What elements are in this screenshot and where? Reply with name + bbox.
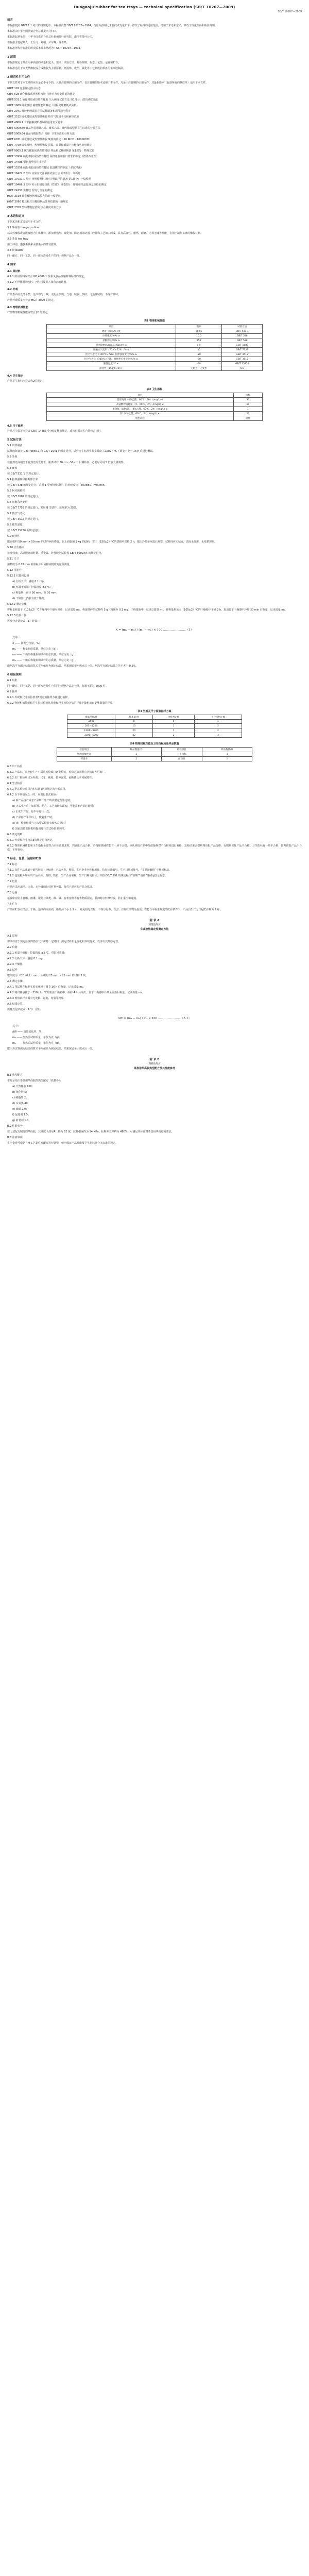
table-row	[47, 412, 263, 416]
paragraph: 本标准主要起草人：王岳飞、刘栩、尹军峰、许勇泉。	[7, 41, 70, 44]
paragraph: e) 硫磺 2.0；	[12, 1108, 29, 1111]
section-2-body	[7, 81, 302, 210]
table-header-cell: 试验方法	[222, 325, 263, 329]
annex-a-name: 华高胶热稳定性测定方法	[140, 928, 169, 931]
table-2	[46, 393, 263, 421]
paragraph: GB/T 3512 硫化橡胶或热塑性橡胶 热空气加速老化和耐热试验	[7, 115, 79, 118]
table-cell: 扯断伸长率/% ≥	[47, 338, 176, 343]
paragraph: GB/T 13934 硫化橡胶或热塑性橡胶 屈挠龟裂和裂口增长的测定（德墨西亚型）	[7, 155, 99, 158]
paragraph: GB/T 9865.1 硫化橡胶或热塑性橡胶 样品和试样的制备 第1部分：物理试验	[7, 149, 95, 152]
section-4-heading: 4 要求	[7, 263, 16, 266]
table-cell: 10.0	[176, 334, 222, 338]
paragraph: 按 GB/T 531.1 的规定进行。	[7, 472, 42, 476]
table-1	[46, 324, 263, 371]
paragraph: m₃ —— 加热前试样质量，单位为克（g）；	[12, 1036, 62, 1039]
paragraph: 取厚度为（2.0±0.2）mm、面积约 25 mm × 25 mm 的试样 3 块。	[7, 974, 89, 977]
paragraph: A.5 结果计算	[7, 1003, 23, 1006]
table-header-row	[67, 715, 242, 720]
annex-a-title: 附 录 A	[149, 919, 160, 922]
paragraph: 按 GB/T 15256 的规定进行。	[7, 529, 42, 532]
table-row	[47, 366, 263, 371]
paragraph: GB/T 528 硫化橡胶或热塑性橡胶 拉伸应力应变性能的测定	[7, 93, 75, 96]
paragraph: 质量变化率按式（A.1）计算：	[7, 1008, 43, 1011]
table-cell: 13	[115, 724, 153, 728]
table-cell: 2	[111, 757, 161, 761]
paragraph: 按 GB/T 3512 的规定进行。	[7, 518, 41, 521]
paragraph: GB/T 4806.1 食品接触材料及制品通用安全要求	[7, 121, 63, 124]
paragraph: 按 GB/T 7759 的规定进行，采用 B 型试样，压缩率为 25%。	[7, 506, 79, 510]
table-cell: GB/T 528	[222, 334, 263, 338]
paragraph: 产品卫生指标应符合表2的规定。	[7, 380, 45, 383]
paragraph: GB/T 19466.3 塑料 差示扫描量热法（DSC） 第3部分：熔融和结晶温度及热焓的测定	[7, 183, 107, 187]
paragraph: 用精度为 0.02 mm 的游标卡尺或相应精度的量具测量。	[7, 563, 72, 566]
table-row	[47, 402, 263, 407]
table-cell: 压缩永久变形（70℃×22h）/% ≤	[47, 348, 176, 352]
annex-b-name: 茶盘用华高胶典型配方及其性能参考	[133, 1067, 175, 1070]
table-cell: 1201～3200	[67, 728, 115, 733]
annex-b-note: （资料性附录）	[146, 1063, 163, 1065]
paragraph: A.4.3 观察试样表面有无发粘、起泡、龟裂等现象。	[7, 997, 66, 1000]
table-header-cell: 样品数量/件	[202, 748, 252, 752]
paragraph: 5.5 阿克隆磨耗	[7, 489, 25, 493]
table-row	[47, 334, 263, 338]
paragraph: 6.4 型式检验	[7, 782, 23, 785]
paragraph: b) 正式生产后，如原料、配方、工艺有较大改变，可能影响产品性能时；	[12, 805, 96, 808]
table-cell: 耐热性	[161, 757, 202, 761]
paragraph: 7.2 包装	[7, 880, 18, 883]
paragraph: A.2.2 分析天平：感量 0.1 mg；	[7, 957, 45, 960]
paragraph: 产品应贮存在清洁、干燥、通风的库房内，距热源不小于 1 m，避免阳光直射，不得与有毒、有害、有异味的物品混放。在符合本标准规定的贮存条件下，产品自生产之日起贮存期为 2 年。	[7, 908, 222, 911]
section-5-heading: 5 试验方法	[7, 438, 22, 442]
table-cell: 2	[194, 724, 242, 728]
table-2-caption: 表2 卫生指标	[146, 388, 163, 391]
table-cell: 卫生指标	[161, 752, 202, 757]
paragraph: 按上述配方制得的华高胶，其硬度（邵尔A）约为 62 度，拉伸强度约为 14 MPa，扯断伸长率约为 480%，可满足本标准对茶盘用华高胶的要求。	[7, 1130, 174, 1133]
paragraph: 产品外观质量应符合 HG/T 3090 的规定。	[7, 299, 56, 302]
paragraph: d) 产品停产半年以上，恢复生产时；	[12, 816, 55, 819]
paragraph: 6.5.2 物理机械性能和卫生指标全部符合本标准要求时，判该批产品合格。若物理机械性能有一项不合格，应从同批产品中加倍抽样对不合格项进行复检，复检结果合格则判该批产品合格，否则判该批产品不合格。卫生指标有一项不合格，即判该批产品不合格，不得复检。	[7, 844, 302, 852]
table-row	[47, 357, 263, 362]
table-header-row	[47, 325, 263, 329]
section-2-heading: 2 规范性引用文件	[7, 76, 30, 79]
paragraph: 6.1 组批	[7, 679, 18, 682]
paragraph: 本附录给出茶盘用华高胶的典型配方（质量份）：	[7, 1079, 63, 1082]
paragraph: 3.1 华高胶 huagao rubber	[7, 226, 40, 229]
paragraph: 5.12 挥发分	[7, 569, 22, 572]
table-cell: GB/T 528	[222, 338, 263, 343]
paragraph: 5.2 外观	[7, 455, 18, 459]
paragraph: HG/T 3090 模压和压出橡胶制品外观质量的一般规定	[7, 200, 68, 204]
table-cell: 1	[153, 724, 195, 728]
table-header-cell: 指标	[233, 393, 262, 398]
table-cell: ≤500	[67, 720, 115, 724]
paragraph: GB/T 5009.64 食品用橡胶垫片（圈）卫生标准的分析方法	[7, 132, 75, 135]
table-cell: GB/T 3512	[222, 357, 263, 362]
paragraph: GB/T 5009.60 食品包装用聚乙烯、聚苯乙烯、聚丙烯成型品卫生标准的分析方法	[7, 127, 100, 130]
paragraph: A.4.1 将试样在标准实验室环境下调节 16 h 后称量，记录质量 m₃。	[7, 986, 86, 989]
paragraph: c) 硬脂酸 2；	[12, 1096, 29, 1099]
table-cell: 8	[115, 720, 153, 724]
paragraph: A.2.3 干燥器。	[7, 963, 25, 966]
paragraph: 式中：	[12, 636, 21, 639]
clause-4-4-heading: 4.4 卫生指标	[7, 375, 23, 378]
paragraph: 同一配方、同一工艺、同一班次连续生产的同一规格产品为一批。	[7, 255, 82, 258]
table-header-cell: 合格判定数	[153, 715, 195, 720]
table-header-cell: 批量范围/件	[67, 715, 115, 720]
paragraph: GB/T 17037.1 塑料 热塑性塑料材料注塑试样的制备 第1部分：一般原理	[7, 178, 91, 181]
table-cell: 1	[233, 407, 262, 412]
paragraph: 取两次平行测定结果的算术平均值作为测定结果，结果保留至小数点后一位。两次平行测定结果之差不大于 0.2%。	[7, 665, 139, 668]
table-cell: 挥发分	[57, 757, 112, 761]
paragraph: A.2.1 恒温干燥箱：控温精度 ±2 ℃，带鼓风装置；	[7, 952, 67, 955]
table-row	[47, 407, 263, 412]
table-cell: 耐热性（150℃×2h）	[47, 366, 176, 371]
table-header-cell: 项目	[47, 393, 234, 398]
paragraph: GB/T 191 包装储运图示标志	[7, 87, 41, 90]
clause-4-5-body	[7, 429, 302, 433]
paragraph: QB/T 2358 塑料薄膜包装袋 热合强度试验方法	[7, 206, 61, 209]
section-6-heading: 6 检验规则	[7, 673, 22, 676]
table-header-cell: 检验项目	[161, 748, 202, 752]
paragraph: 下列术语和定义适用于本文件。	[7, 221, 44, 224]
formula-a1: ΔW = (m₄ − m₃) / m₃ × 100 ……………………（A.1）	[117, 1017, 192, 1020]
paragraph: m₂ —— 干燥后称量瓶和试样的总质量，单位为克（g）。	[12, 659, 77, 662]
table-header-cell: 不合格判定数	[194, 715, 242, 720]
formula-1-where	[7, 636, 302, 668]
table-header-row	[57, 748, 252, 752]
paragraph: GB/T 24131 生橡胶 挥发分含量的测定	[7, 189, 53, 192]
paragraph: 7.4 贮存	[7, 903, 18, 906]
paragraph: c) 称量瓶：直径 50 mm，高 30 mm；	[12, 591, 59, 595]
paragraph: 6.2.1 外观和尺寸检验按表3规定的抽样方案进行抽样。	[7, 696, 71, 699]
paragraph: 6.2 抽样	[7, 690, 18, 693]
clause-4-4-body	[7, 379, 302, 383]
paragraph: 7.3 运输	[7, 891, 18, 894]
table-cell: 2	[194, 728, 242, 733]
paragraph: e) 出厂检验结果与上次型式检验有较大差异时；	[12, 822, 67, 825]
annex-b-body	[7, 1073, 302, 1145]
table-cell: 蒸发残渣（4%乙酸，60℃，2h）/(mg/L) ≤	[47, 398, 234, 402]
paragraph: A.4.2 将试样悬挂于（150±2）℃的恒温干燥箱中，保持 4 h 后取出，置于干燥器中冷却至室温后称量，记录质量 m₄。	[7, 991, 145, 994]
table-row	[57, 752, 252, 757]
paragraph: 本标准起草单位：中华全国供销合作总社杭州茶叶研究院、浙江省茶叶公司。	[7, 36, 95, 39]
table-cell: 无粘连、无变形	[176, 366, 222, 371]
table-cell: GB/T 3512	[222, 352, 263, 357]
paragraph: 运输中应防止日晒、雨淋，避免与油类、酸、碱、有机溶剂等有害物质混运，装卸时应轻拿轻放，防止重压和碰撞。	[7, 897, 139, 900]
paragraph: A.3 试样	[7, 969, 18, 972]
table-cell: 物理机械性能	[57, 752, 112, 757]
table-cell: 0	[153, 720, 195, 724]
paragraph: 6.4.1 型式检验项目为本标准第4章规定的全部项目。	[7, 788, 68, 791]
table-1-caption: 表1 物理机械性能	[144, 319, 165, 323]
clause-4-2-heading: 4.2 外观	[7, 288, 18, 291]
annex-b-title: 附 录 B	[149, 1058, 160, 1061]
paragraph: X —— 挥发分含量，%；	[12, 642, 42, 645]
paragraph: 本标准适用于以天然橡胶或合成橡胶为主要原料，经混炼、成型、硫化等工艺制成的茶盘用华高胶制品。	[7, 67, 126, 70]
paragraph: 6.5 判定规则	[7, 833, 23, 836]
section-3-body	[7, 220, 302, 258]
paragraph: 6.2.2 物理机械性能和卫生指标检验从外观和尺寸检验合格的样品中随机抽取足够数量的样品。	[7, 702, 115, 705]
paragraph: 按 GB/T 528 的规定进行，采用 1 型哑铃状试样，拉伸速度为（500±50）mm/min。	[7, 484, 107, 487]
paragraph: 本标准所代替标准的历次版本发布情况为：SB/T 10207—1994。	[7, 47, 83, 50]
paragraph: 5.6 压缩永久变形	[7, 501, 28, 504]
paragraph: GB/T 14486 塑料模塑件尺寸公差	[7, 161, 47, 164]
paragraph: f) 促进剂 1.5；	[12, 1113, 30, 1116]
paragraph: GB/T 1689 硫化橡胶 耐磨性能的测定（用阿克隆磨耗试验机）	[7, 104, 79, 107]
table-row	[47, 416, 263, 421]
paragraph: 用于冲泡、盛放茶具和承接茶水的盘状器具。	[7, 243, 59, 246]
table-row	[57, 757, 252, 761]
paragraph: 产品表面应光滑平整，色泽均匀一致，无明显杂质、气泡、缺胶、裂纹、飞边等缺陷，不得有异味。	[7, 293, 121, 296]
table-cell: 重金属（以Pb计）（4%乙酸，60℃，2h）/(mg/L) ≤	[47, 407, 234, 412]
paragraph: 7.1.1 每件产品或最小销售包装上应标明：产品名称、规格、生产企业名称和地址、执行标准编号、生产日期或批号、“食品接触用”字样或标志。	[7, 869, 172, 872]
paragraph: A.4 测定步骤	[7, 980, 23, 983]
section-6-continued-body	[7, 765, 302, 852]
table-header-cell: 检验项目	[57, 748, 112, 752]
section-3-heading: 3 术语和定义	[7, 215, 25, 218]
paragraph: 4.1.2 不得使用回收料、再生料及对人体有害的助剂。	[7, 281, 69, 284]
paragraph: m₀ —— 称量瓶的质量，单位为克（g）；	[12, 648, 59, 651]
paragraph: ΔW —— 质量变化率，%；	[12, 1030, 44, 1033]
paragraph: 4.1.1 所用原料应符合 GB 4806.1 及相关食品接触材料标准的规定。	[7, 275, 87, 278]
paragraph: 3.3 批 batch	[7, 249, 23, 252]
paragraph: 按 GB/T 1689 的规定进行。	[7, 495, 41, 498]
table-cell: 30	[176, 348, 222, 352]
standard-code: SB/T 10207—2009	[278, 10, 302, 13]
table-cell: -20	[176, 352, 222, 357]
table-cell: 1	[194, 720, 242, 724]
table-cell: 501～1200	[67, 724, 115, 728]
paragraph: HG/T 2198 硫化橡胶物理试验方法的一般要求	[7, 195, 61, 198]
paragraph: 挥发分含量按式（1）计算：	[7, 620, 40, 623]
document-title: Huagaoju rubber for tea trays — technical specification (SB/T 10207—2009)	[74, 5, 235, 9]
table-cell: 脆性温度/℃ ≤	[47, 362, 176, 366]
paragraph: 5.10 卫生指标	[7, 546, 24, 549]
paragraph: 本标准规定了茶盘用华高胶的术语和定义、要求、试验方法、检验规则、标志、包装、运输和贮存。	[7, 61, 121, 64]
paragraph: 产品物理机械性能应符合表1的规定。	[7, 311, 50, 314]
paragraph: B.1 典型配方	[7, 1074, 23, 1077]
paragraph: 以天然橡胶或合成橡胶为主体材料，添加补强剂、硫化剂、防老剂等助剂，经特殊工艺加工而成，具有高弹性、耐热、耐磨、无毒无味等性能，专用于制作茶盘的橡胶材料。	[7, 232, 203, 235]
paragraph: 本标准由中华全国供销合作总社提出并归口。	[7, 30, 59, 33]
table-cell: -30	[176, 357, 222, 362]
paragraph: 同一配方、同一工艺、同一班次连续生产的同一规格产品为一批，每批不超过 5000 件。	[7, 685, 108, 688]
paragraph: c) 正常生产时，每半年进行一次；	[12, 810, 52, 814]
paragraph: 下列文件对于本文件的应用是必不可少的。凡是注日期的引用文件，仅注日期的版本适用于本文件。凡是不注日期的引用文件，其最新版本（包括所有的修改单）适用于本文件。	[7, 81, 209, 84]
paragraph: 在自然光或相当于自然光的光源下，距离试样 30 cm～50 cm 目测检查，必要时可用 5 倍放大镜观察。	[7, 461, 126, 464]
table-cell: 2	[202, 757, 252, 761]
clause-4-1-body	[7, 275, 302, 284]
paragraph: 5.1 试样制备	[7, 444, 23, 447]
paragraph: 产品尺寸偏差应符合 GB/T 14486 中 MT5 级的规定，或按供需双方合同约定执行。	[7, 430, 104, 433]
table-cell: 拉伸强度/MPa ≥	[47, 334, 176, 338]
paragraph: A.2 仪器	[7, 946, 18, 949]
clause-4-3-heading: 4.3 物理机械性能	[7, 306, 28, 309]
table-header-cell: 项目	[47, 325, 176, 329]
clause-4-5-heading: 4.5 尺寸偏差	[7, 425, 23, 428]
table-cell: 350	[176, 338, 222, 343]
table-cell: 3	[111, 752, 161, 757]
table-header-cell: 指标	[176, 325, 222, 329]
paragraph: d) 白炭黑 40；	[12, 1102, 30, 1105]
paragraph: f) 国家质量监督机构提出进行型式检验要求时。	[12, 827, 67, 831]
table-row	[67, 720, 242, 724]
table-row	[67, 724, 242, 728]
paragraph: m₁ —— 干燥前称量瓶和试样的总质量，单位为克（g）；	[12, 653, 77, 656]
section-7-body	[7, 862, 302, 912]
table-cell: -40	[176, 362, 222, 366]
table-cell: 高锰酸钾消耗量（水，60℃，2h）/(mg/L) ≤	[47, 402, 234, 407]
table-row	[47, 348, 263, 352]
paragraph: 7.1 标志	[7, 863, 18, 866]
clause-4-1-heading: 4.1 原材料	[7, 270, 21, 273]
annex-a-body	[7, 934, 302, 1012]
section-6-body	[7, 679, 302, 705]
table-cell: 阿克隆磨耗/(cm³/1.61km) ≤	[47, 343, 176, 348]
paragraph: 6.3 出厂检验	[7, 765, 23, 768]
paragraph: 将称量瓶置于（105±2）℃干燥箱中干燥至恒重，记录质量 m₀。称取剪碎的试样约 5 g（精确至 0.1 mg）于称量瓶中，记录总质量 m₁。将称量瓶放入（105±2）℃的干燥箱中干燥 2 h，取出置于干燥器中冷却 30 min 后称量，记录质量 m₂。	[7, 608, 288, 612]
paragraph: 取三块试样测定结果的算术平均值作为测定结果，结果保留至小数点后一位。	[7, 1047, 95, 1050]
paragraph: 5.8 脆性温度	[7, 523, 23, 527]
paragraph: b) 氧化锌 5；	[12, 1091, 29, 1094]
paragraph: 6.3.1 产品出厂前应经生产厂质量检验部门逐批检验，检验合格并附有合格证方可出厂。	[7, 771, 108, 774]
section-1-body	[7, 61, 302, 71]
paragraph: GB/T 6031 硫化橡胶或热塑性橡胶 硬度的测定（10 IRHD～100 IRHD）	[7, 138, 92, 141]
paragraph: B.3 注意事项	[7, 1136, 23, 1139]
paragraph: GB/T 7759 硫化橡胶、热塑性橡胶 常温、高温和低温下压缩永久变形测定	[7, 144, 92, 147]
table-cell: 脱色试验	[47, 416, 234, 421]
table-cell: GB/T 15256	[222, 362, 263, 366]
section-7-heading: 7 标志、包装、运输和贮存	[7, 857, 42, 860]
paragraph: 5.3 硬度	[7, 467, 18, 470]
paragraph: 5.11 尺寸	[7, 557, 19, 561]
paragraph: 6.5.1 外观和尺寸按表3的规定进行判定。	[7, 839, 55, 842]
table-4-caption: 表4 物理机械性能及卫生指标检验样品数量	[130, 742, 179, 745]
paragraph: 将试样置于规定温度的热空气中保持一定时间，测定试样质量变化和外观变化，以评价其热稳定性。	[7, 940, 121, 943]
table-row	[67, 733, 242, 738]
table-4	[57, 747, 252, 761]
clause-4-3-body	[7, 311, 302, 315]
table-3	[67, 715, 242, 738]
table-cell: 6.5	[222, 366, 263, 371]
table-cell: 30	[233, 398, 262, 402]
table-cell: 阴性	[233, 416, 262, 421]
paragraph: 5.7 热空气老化	[7, 512, 25, 515]
paragraph: g) 防老剂 1.0。	[12, 1119, 31, 1122]
paragraph: 本标准按照 GB/T 1.1 给出的规则起草。本标准代替 SB/T 10207—1994，与原标准相比主要技术变化如下：修改了标准的适用范围，增加了术语和定义，修改了理化指标和检验规则。	[7, 24, 217, 27]
table-row	[47, 343, 263, 348]
annex-a-note: （规范性附录）	[146, 924, 163, 926]
table-cell: 60±5	[176, 329, 222, 334]
table-cell: 0.5	[176, 343, 222, 348]
paragraph: B.2 性能参考	[7, 1125, 23, 1128]
table-header-cell: 样品数量/件	[111, 748, 161, 752]
paragraph: 生产企业可根据自身工艺条件对配方进行调整，但应保证产品性能及卫生指标符合本标准的规定。	[7, 1142, 118, 1145]
paragraph: 取面积约 50 mm × 50 mm 的试样两块叠放，在上面施加 1 kg 的砝码，置于（150±2）℃的烘箱中保持 2 h，取出冷却至室温后观察，试样间应无粘连，表面无变形、无发粘现象。	[7, 540, 217, 544]
paragraph: 5.12.2 测定步骤	[7, 603, 27, 606]
table-cell: 2	[153, 733, 195, 738]
section-5-extra-body	[7, 568, 302, 623]
table-cell: GB/T 1689	[222, 343, 263, 348]
paragraph: 5.9 耐热性	[7, 535, 20, 538]
section-1-heading: 1 范围	[7, 56, 16, 59]
paragraph: 3.2 茶盘 tea tray	[7, 238, 28, 241]
table-header-cell: 样本量/件	[115, 715, 153, 720]
table-cell: 3	[202, 752, 252, 757]
paragraph: a) 分析天平：感量 0.1 mg；	[12, 580, 46, 583]
table-row	[47, 329, 263, 334]
paragraph: 试样的制备按 GB/T 9865.1 和 GB/T 2941 的规定进行，试样应在标准实验室温度（23±2）℃下调节不少于 16 h 后进行测试。	[7, 450, 156, 453]
paragraph: 5.4 拉伸强度和扯断伸长率	[7, 478, 38, 481]
paragraph: 5.12.1 仪器和设备	[7, 574, 29, 578]
paragraph: 5.12.3 结果计算	[7, 614, 27, 617]
table-row	[47, 338, 263, 343]
annex-a-where	[7, 1024, 302, 1051]
paragraph: b) 恒温干燥箱：控温精度 ±2 ℃；	[12, 586, 53, 589]
table-3-caption: 表3 外观及尺寸检验抽样方案	[138, 710, 171, 713]
paragraph: GB/T 15256 硫化橡胶或热塑性橡胶 低温脆性的测定（多试样法）	[7, 166, 83, 170]
table-cell: 锌（4%乙酸，60℃，2h）/(mg/L) ≤	[47, 412, 234, 416]
paragraph: m₄ —— 加热后试样质量，单位为克（g）。	[12, 1042, 62, 1045]
paragraph: 6.4.2 有下列情况之一时，应进行型式检验：	[7, 793, 59, 796]
table-cell: 3201～5000	[67, 733, 115, 738]
table-cell: GB/T 531.1	[222, 329, 263, 334]
table-row	[47, 398, 263, 402]
table-header-row	[47, 393, 263, 398]
table-cell: 20	[115, 728, 153, 733]
table-row	[67, 728, 242, 733]
paragraph: 6.3.2 出厂检验项目为外观、尺寸、硬度、拉伸强度、扯断伸长率和耐热性。	[7, 776, 95, 779]
table-cell: 20	[233, 412, 262, 416]
section-5-body	[7, 444, 302, 567]
table-row	[47, 352, 263, 357]
formula-1: X = (m₁ − m₂) / (m₁ − m₀) × 100 ……………………（1）	[115, 629, 194, 632]
foreword-heading: 前言	[7, 19, 13, 22]
table-cell: 1	[153, 728, 195, 733]
paragraph: 蒸发残渣、高锰酸钾消耗量、重金属、锌及脱色试验按 GB/T 5009.64 的规定进行。	[7, 552, 104, 555]
paragraph: GB/T 16422.2 塑料 实验室光源暴露试验方法 第2部分：氙弧灯	[7, 172, 81, 175]
paragraph: 产品应采用清洁、无毒、无异味的包装材料包装，每件产品应附产品合格证。	[7, 886, 95, 889]
table-cell: 热空气老化（100℃×72h）扯断伸长率变化率/% ≥	[47, 357, 176, 362]
table-cell: GB/T 7759	[222, 348, 263, 352]
table-cell: 10	[233, 402, 262, 407]
clause-4-2-body	[7, 293, 302, 302]
paragraph: d) 干燥器：内装有效干燥剂。	[12, 597, 47, 600]
paragraph: GB/T 531.1 硫化橡胶或热塑性橡胶 压入硬度试验方法 第1部分：邵氏硬度计法	[7, 98, 98, 101]
paragraph: 7.1.2 包装箱外应标明产品名称、规格、数量、生产企业名称、生产日期或批号，并按 GB/T 191 的规定标注“怕晒”“怕雨”等储运图示标志。	[7, 874, 168, 877]
table-row	[47, 362, 263, 366]
paragraph: A.1 原理	[7, 935, 18, 938]
table-cell: 硬度（邵尔A）/度	[47, 329, 176, 334]
table-cell: 热空气老化（100℃×72h）拉伸强度变化率/% ≥	[47, 352, 176, 357]
paragraph: a) 天然橡胶 100；	[12, 1085, 35, 1088]
table-cell: 3	[194, 733, 242, 738]
paragraph: a) 新产品投产或老产品转厂生产的试制定型鉴定时；	[12, 799, 73, 802]
paragraph: 式中：	[12, 1025, 21, 1028]
table-cell: 32	[115, 733, 153, 738]
paragraph: GB/T 2941 橡胶物理试验方法试样制备和调节通用程序	[7, 110, 71, 113]
foreword-body	[7, 24, 302, 50]
